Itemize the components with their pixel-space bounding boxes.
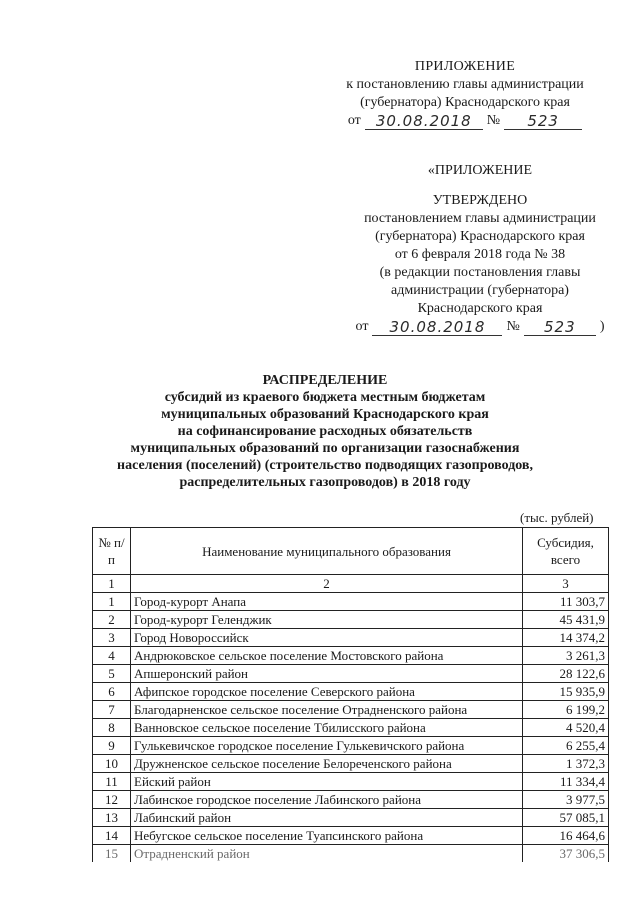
row-subsidy-cell: 6 199,2	[523, 701, 609, 719]
table-row	[93, 809, 609, 827]
table-row	[93, 791, 609, 809]
row-number-cell: 10	[93, 755, 131, 773]
table-row	[93, 719, 609, 737]
approval-line-2: (губернатора) Краснодарского края	[375, 229, 585, 244]
approval-date-line	[330, 318, 630, 336]
approval-number-handwritten: 523	[524, 319, 596, 336]
row-number-cell: 2	[93, 611, 131, 629]
row-name-cell: Город-курорт Анапа	[131, 593, 523, 611]
approval-date-handwritten: 30.08.2018	[372, 319, 502, 336]
row-name-cell: Отрадненский район	[131, 845, 523, 863]
table-row	[93, 647, 609, 665]
heading-line: распределительных газопроводов) в 2018 году	[179, 475, 471, 490]
approval-date-prefix: от	[355, 319, 369, 334]
appendix-line-1: к постановлению главы администрации	[346, 77, 584, 92]
heading-line: муниципальных образований Краснодарского края	[161, 407, 489, 422]
appendix-line-2: (губернатора) Краснодарского края	[360, 95, 570, 110]
approval-stamp: УТВЕРЖДЕНО	[432, 193, 528, 208]
table-row	[93, 701, 609, 719]
row-subsidy-cell: 1 372,3	[523, 755, 609, 773]
row-number-cell: 12	[93, 791, 131, 809]
header-subsidy: Субсидия, всего	[523, 528, 609, 575]
row-name-cell: Апшеронский район	[131, 665, 523, 683]
row-subsidy-cell: 6 255,4	[523, 737, 609, 755]
table-header-row	[93, 528, 609, 575]
header-number: № п/п	[93, 528, 131, 575]
approval-close-paren: )	[599, 319, 605, 334]
subsidy-table	[92, 527, 609, 862]
approval-line-6: Краснодарского края	[417, 301, 543, 316]
row-subsidy-cell: 4 520,4	[523, 719, 609, 737]
row-number-cell: 14	[93, 827, 131, 845]
table-row	[93, 845, 609, 863]
table-row	[93, 629, 609, 647]
table-row	[93, 611, 609, 629]
header-municipality: Наименование муниципального образования	[131, 528, 523, 575]
row-number-cell: 3	[93, 629, 131, 647]
table-row	[93, 773, 609, 791]
table-row	[93, 827, 609, 845]
row-number-cell: 5	[93, 665, 131, 683]
table-index-row	[93, 575, 609, 593]
row-subsidy-cell: 45 431,9	[523, 611, 609, 629]
appendix-number-prefix: №	[486, 113, 501, 128]
row-number-cell: 13	[93, 809, 131, 827]
approval-line-5: администрации (губернатора)	[391, 283, 569, 298]
heading-line: муниципальных образований по организации газоснабжения	[130, 441, 520, 456]
heading-line: населения (поселений) (строительство подводящих газопроводов,	[117, 458, 533, 473]
approval-line-3: от 6 февраля 2018 года № 38	[394, 247, 566, 262]
row-subsidy-cell: 37 306,5	[523, 845, 609, 863]
row-subsidy-cell: 16 464,6	[523, 827, 609, 845]
row-name-cell: Гулькевичское городское поселение Гулькевичского района	[131, 737, 523, 755]
appendix-date-handwritten: 30.08.2018	[365, 113, 483, 130]
row-name-cell: Ейский район	[131, 773, 523, 791]
row-number-cell: 9	[93, 737, 131, 755]
index-cell: 2	[131, 575, 523, 593]
index-cell: 1	[93, 575, 131, 593]
table-row	[93, 737, 609, 755]
appendix-number-handwritten: 523	[504, 113, 582, 130]
appendix-date-line	[330, 112, 600, 130]
row-subsidy-cell: 15 935,9	[523, 683, 609, 701]
row-name-cell: Лабинское городское поселение Лабинского района	[131, 791, 523, 809]
distribution-heading	[60, 372, 590, 491]
approval-number-prefix: №	[506, 319, 520, 334]
table-row	[93, 665, 609, 683]
approval-line-4: (в редакции постановления главы	[379, 265, 581, 280]
row-name-cell: Благодарненское сельское поселение Отрадненского района	[131, 701, 523, 719]
table-row	[93, 755, 609, 773]
heading-line: субсидий из краевого бюджета местным бюджетам	[164, 390, 486, 405]
row-name-cell: Город Новороссийск	[131, 629, 523, 647]
index-cell: 3	[523, 575, 609, 593]
row-number-cell: 11	[93, 773, 131, 791]
table-row	[93, 683, 609, 701]
row-number-cell: 1	[93, 593, 131, 611]
row-subsidy-cell: 3 977,5	[523, 791, 609, 809]
appendix-title: ПРИЛОЖЕНИЕ	[414, 59, 516, 74]
row-name-cell: Андрюковское сельское поселение Мостовского района	[131, 647, 523, 665]
row-name-cell: Небугское сельское поселение Туапсинского района	[131, 827, 523, 845]
row-number-cell: 6	[93, 683, 131, 701]
row-subsidy-cell: 57 085,1	[523, 809, 609, 827]
heading-line: на софинансирование расходных обязательств	[177, 424, 473, 439]
table-row	[93, 593, 609, 611]
row-name-cell: Лабинский район	[131, 809, 523, 827]
row-subsidy-cell: 11 334,4	[523, 773, 609, 791]
row-subsidy-cell: 14 374,2	[523, 629, 609, 647]
row-subsidy-cell: 3 261,3	[523, 647, 609, 665]
row-number-cell: 8	[93, 719, 131, 737]
units-label: (тыс. рублей)	[520, 510, 594, 525]
approval-block	[330, 162, 630, 336]
appendix-header	[330, 58, 600, 130]
row-name-cell: Дружненское сельское поселение Белореченского района	[131, 755, 523, 773]
heading-title: РАСПРЕДЕЛЕНИЕ	[262, 373, 388, 388]
row-name-cell: Ванновское сельское поселение Тбилисского района	[131, 719, 523, 737]
row-number-cell: 7	[93, 701, 131, 719]
row-number-cell: 4	[93, 647, 131, 665]
appendix-date-prefix: от	[347, 113, 361, 128]
row-number-cell: 15	[93, 845, 131, 863]
approval-line-1: постановлением главы администрации	[364, 211, 596, 226]
row-subsidy-cell: 28 122,6	[523, 665, 609, 683]
row-subsidy-cell: 11 303,7	[523, 593, 609, 611]
approval-appendix-title: «ПРИЛОЖЕНИЕ	[427, 163, 533, 178]
row-name-cell: Город-курорт Геленджик	[131, 611, 523, 629]
row-name-cell: Афипское городское поселение Северского района	[131, 683, 523, 701]
